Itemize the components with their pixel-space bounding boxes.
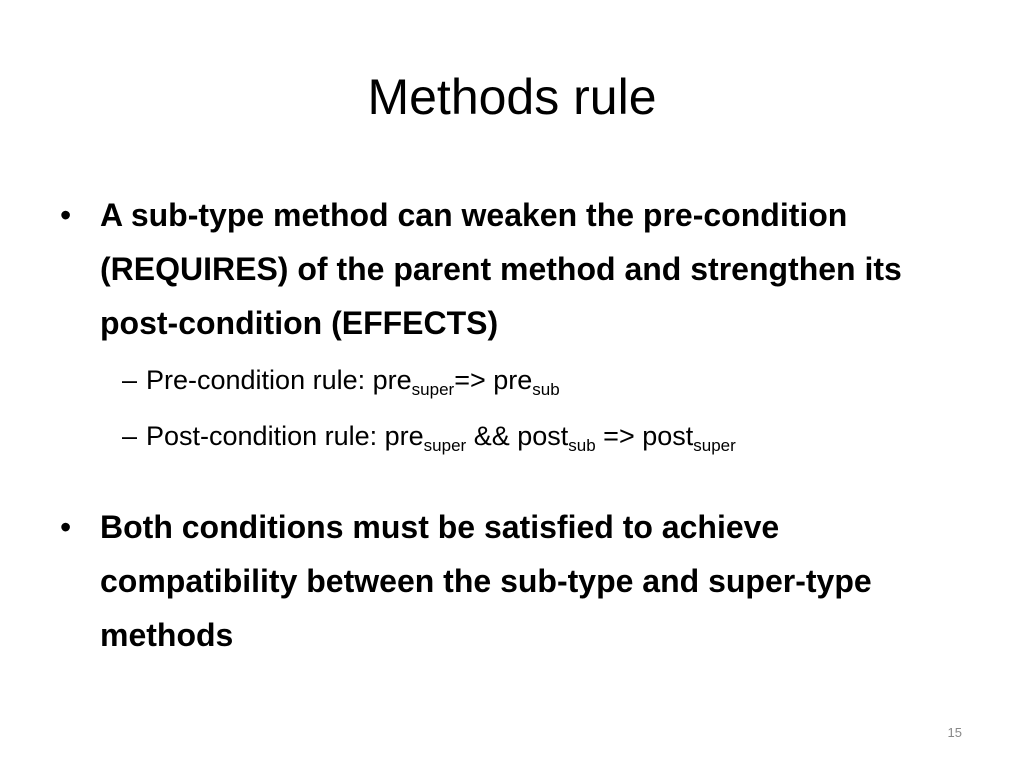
rule-subscript: sub xyxy=(532,380,560,399)
bullet-item-both-conditions xyxy=(56,500,976,662)
rule-label: Pre-condition rule: xyxy=(146,365,373,395)
bullet-text: A sub-type method can weaken the pre-condition (REQUIRES) of the parent method and strengthen its post-condition (EFFECTS) xyxy=(100,197,902,341)
rule-subscript: super xyxy=(411,380,455,399)
rule-subscript: sub xyxy=(568,436,596,455)
slide-number: 15 xyxy=(947,725,962,740)
dash-glyph: – xyxy=(122,365,138,395)
slide-title: Methods rule xyxy=(367,69,657,125)
rule-term: pre xyxy=(372,365,412,395)
rule-term: => post xyxy=(595,421,694,451)
rule-term: && post xyxy=(466,421,569,451)
sub-item-postcondition-rule xyxy=(56,416,976,456)
rule-label: Post-condition rule: xyxy=(146,421,385,451)
rule-term: pre xyxy=(384,421,424,451)
dash-glyph: – xyxy=(122,421,138,451)
rule-term: => pre xyxy=(454,365,533,395)
bullet-glyph: • xyxy=(60,197,72,233)
bullet-item-weaken-strengthen xyxy=(56,188,976,350)
sub-bullet-list xyxy=(56,360,976,456)
rule-subscript: super xyxy=(693,436,736,455)
bullet-text: Both conditions must be satisfied to achieve compatibility between the sub-type and super-type methods xyxy=(100,509,872,653)
rule-subscript: super xyxy=(423,436,467,455)
slide-body xyxy=(56,188,976,662)
sub-item-precondition-rule xyxy=(56,360,976,400)
bullet-glyph: • xyxy=(60,509,72,545)
